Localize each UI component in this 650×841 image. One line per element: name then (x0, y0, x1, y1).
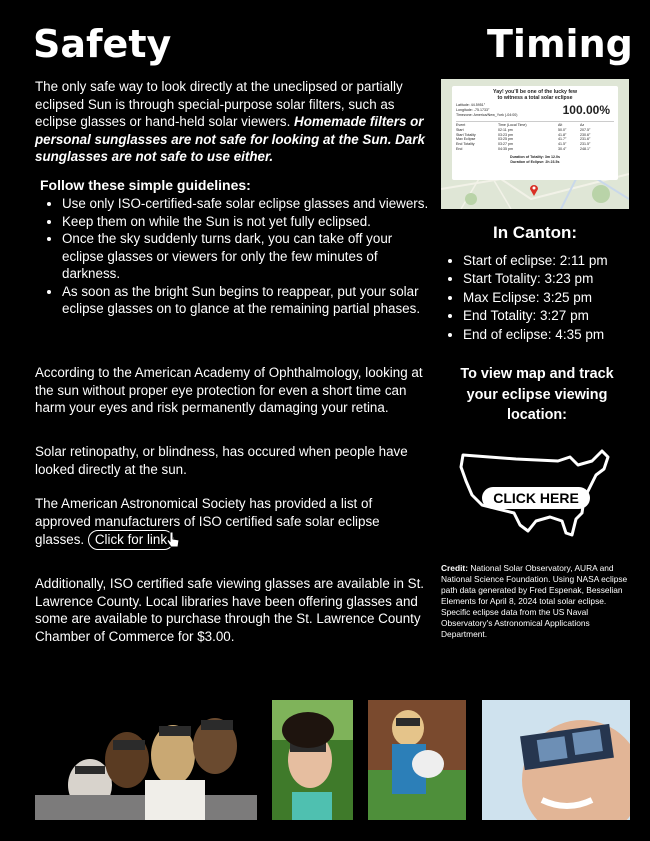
card-longitude: Longitude: -75.1733° (456, 107, 490, 112)
aao-paragraph: According to the American Academy of Ophthalmology, looking at the sun without proper eye protection for even a short time can harm your eyes and risk permanently damaging your retina. (35, 365, 423, 415)
aas-paragraph (35, 495, 425, 550)
guideline-item: • Once the sky suddenly turns dark, you can take off your eclipse glasses or viewers for only the few minutes of darkness. (62, 230, 430, 283)
woman-photo-art (272, 700, 353, 820)
event-item: • Max Eclipse: 3:25 pm (463, 289, 650, 307)
card-td: 03:25 pm (498, 137, 513, 142)
aas-text: The American Astronomical Society has provided a list of approved manufacturers of ISO certified safe solar eclipse glasses. (35, 496, 380, 547)
card-td: Max Eclipse (456, 137, 476, 142)
card-duration: Duration of Eclipse: 2h 23.5s (510, 159, 560, 164)
card-td: 41.5° (558, 142, 567, 147)
event-item: • End Totality: 3:27 pm (463, 307, 650, 325)
card-timezone: Timezone: America/New_York (-04:00) (456, 112, 518, 117)
safety-intro (35, 78, 425, 166)
closeup-photo-art (482, 700, 630, 820)
intro-warning: Homemade filters or personal sunglasses are not safe for looking at the Sun. Dark sunglasses are not safe to use either. (35, 114, 425, 164)
card-td: 230.6° (580, 132, 591, 137)
photo-girl-with-dog (368, 700, 466, 820)
click-for-link-button[interactable] (88, 530, 174, 550)
map-pin-icon (529, 183, 539, 196)
girl-dog-photo-art (368, 700, 466, 820)
family-photo-art (35, 700, 257, 820)
map-prompt: To view map and track your eclipse viewing location: (460, 366, 614, 423)
event-item: • Start of eclipse: 2:11 pm (463, 252, 650, 270)
pointer-hand-icon (165, 530, 181, 550)
guideline-item: • As soon as the bright Sun begins to reappear, put your solar eclipse glasses on to glance at the remaining partial phases. (62, 283, 430, 318)
additionally-paragraph: Additionally, ISO certified safe viewing glasses are available in St. Lawrence County. Local libraries have been offering glasses and some are available to purchase through the St. Lawrence County Chamber of Commerce for $3.00. (35, 576, 425, 644)
photo-woman-eclipse-glasses (272, 700, 353, 820)
card-td: 30.4° (558, 146, 567, 151)
guideline-item: • Keep them on while the Sun is not yet fully eclipsed. (62, 213, 430, 231)
card-td: 207.5° (580, 127, 591, 132)
card-td: 02:11 pm (498, 127, 513, 132)
card-latitude: Latitude: 44.5951° (456, 103, 486, 107)
card-td: 231.5° (580, 142, 591, 147)
card-td: End Totality (456, 142, 475, 147)
guideline-item: • Use only ISO-certified-safe solar eclipse glasses and viewers. (62, 195, 430, 213)
card-td: 41.7° (558, 137, 567, 142)
card-duration: Duration of Totality: 3m 12.0s (509, 154, 561, 159)
photo-closeup-eclipse-glasses (482, 700, 630, 820)
canton-events-list (443, 252, 650, 344)
card-th: Time (Local Time) (498, 123, 527, 127)
click-here-label[interactable]: CLICK HERE (482, 487, 590, 509)
credit-label: Credit: (441, 563, 468, 573)
card-td: 248.1° (580, 146, 591, 151)
card-td: End (456, 146, 463, 151)
card-durations (456, 155, 614, 165)
card-title (456, 89, 614, 101)
credit-body: National Solar Observatory, AURA and National Science Foundation. Using NASA eclipse path data generated by Fred Espenak, Besselian Elements for April 8, 2024 total solar eclipse. Specific eclipse data from the US Naval Observatory's Astronomical Applications Department. (441, 563, 628, 639)
card-th: Event (456, 123, 466, 127)
intro-text: The only safe way to look directly at the uneclipsed or partially eclipsed Sun is through special-purpose solar filters, such as eclipse glasses or hand-held solar viewers. (35, 79, 403, 129)
usa-map-click-button[interactable] (458, 447, 614, 539)
card-td: 03:23 pm (498, 132, 513, 137)
card-th: Az (580, 123, 585, 127)
guidelines-list (40, 195, 430, 318)
safety-heading: Safety (33, 22, 172, 66)
card-td: 41.8° (558, 132, 567, 137)
card-title-line: Yay! you'll be one of the lucky few (493, 89, 577, 95)
guidelines-section (40, 176, 430, 318)
guidelines-heading: Follow these simple guidelines: (40, 177, 251, 193)
card-percent: 100.00% (562, 103, 610, 117)
card-td: Start Totality (456, 132, 476, 137)
card-th: Alt (558, 123, 563, 127)
canton-heading: In Canton: (492, 223, 578, 242)
card-table (456, 121, 614, 152)
photo-family-eclipse-glasses (35, 700, 257, 820)
card-td: 50.0° (558, 127, 567, 132)
link-label: Click for link (94, 532, 168, 547)
eclipse-info-card (452, 86, 618, 180)
card-location (456, 103, 614, 119)
eclipse-map-screenshot[interactable] (441, 79, 629, 209)
timing-heading: Timing (487, 22, 633, 66)
retinopathy-paragraph: Solar retinopathy, or blindness, has occured when people have looked directly at the sun. (35, 444, 408, 477)
event-item: • End of eclipse: 4:35 pm (463, 326, 650, 344)
card-title-line: to witness a total solar eclipse (497, 95, 573, 101)
card-td: 04:35 pm (498, 146, 513, 151)
card-td: 231.6° (580, 137, 591, 142)
card-td: Start (456, 127, 464, 132)
card-td: 03:27 pm (498, 142, 513, 147)
credit-text (441, 563, 631, 640)
event-item: • Start Totality: 3:23 pm (463, 270, 650, 288)
